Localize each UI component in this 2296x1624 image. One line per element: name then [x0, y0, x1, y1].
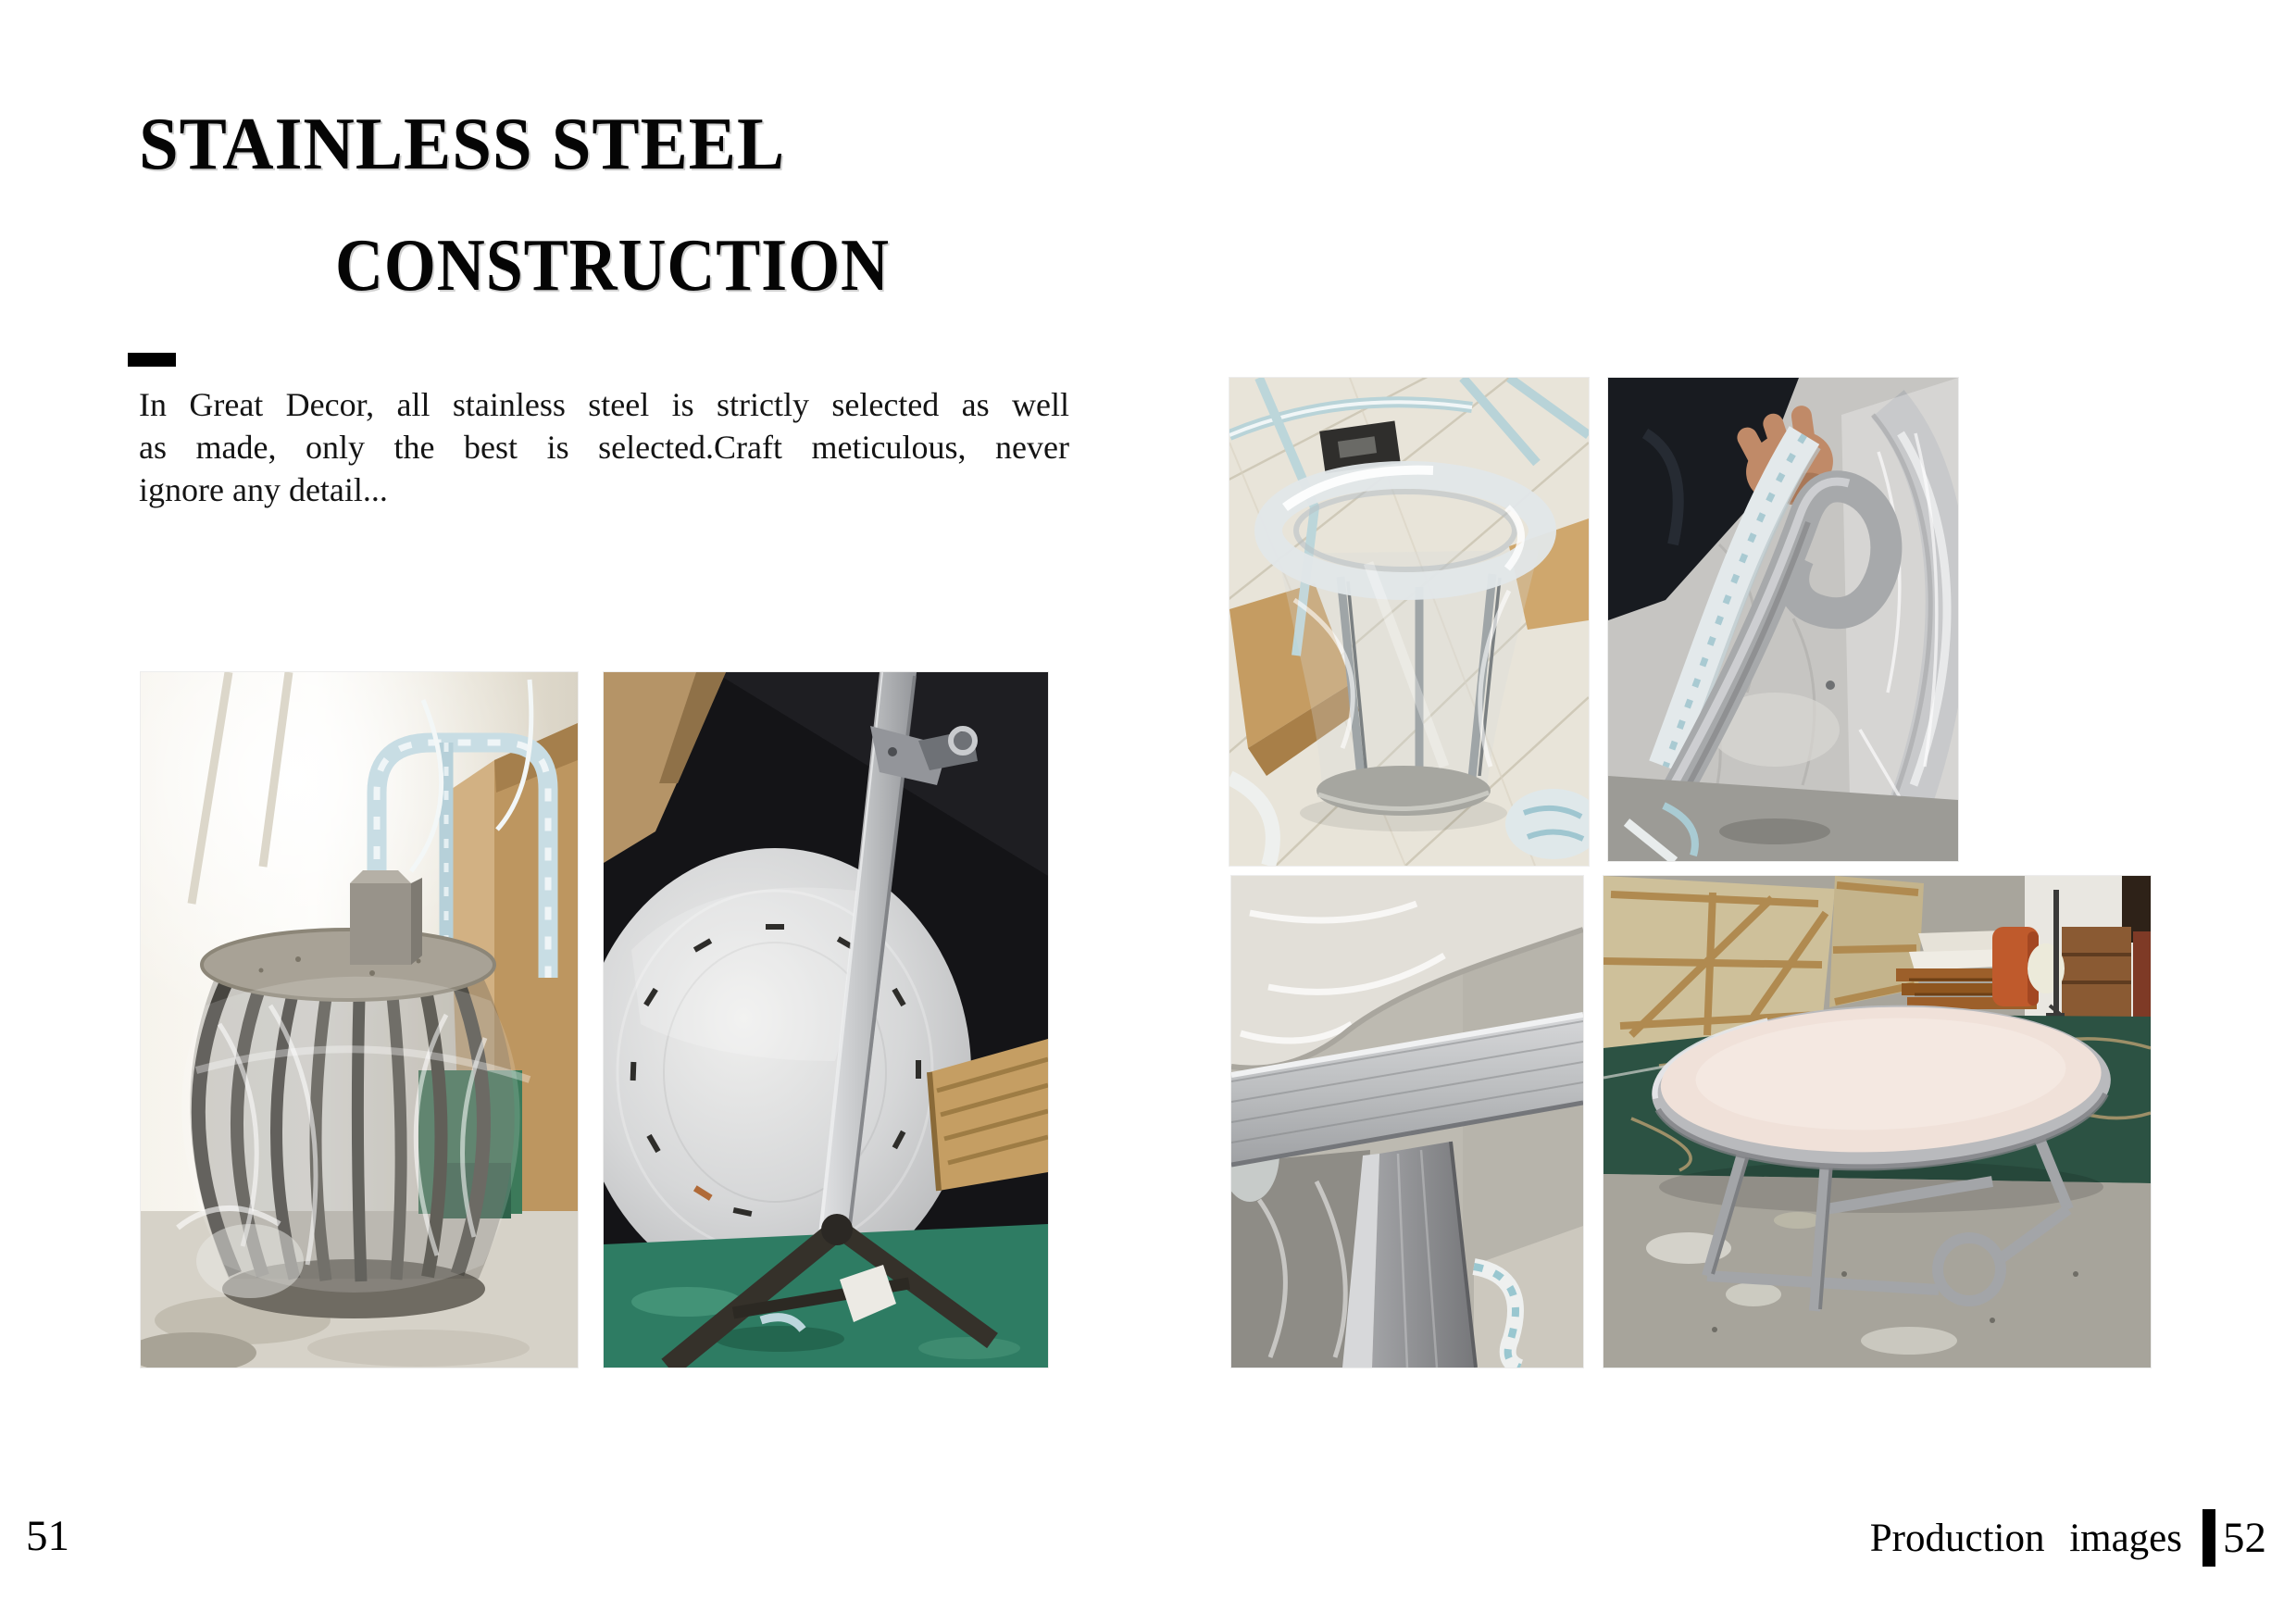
- photo-steel-corner-closeup-image: [1231, 876, 1583, 1368]
- photo-round-steel-disc: [604, 672, 1048, 1368]
- photo-hand-curved-frame-image: [1608, 378, 1958, 861]
- footer-section-label: Production images: [1869, 1516, 2182, 1560]
- photo-oval-table-warehouse-image: [1603, 876, 2151, 1368]
- page-title-line2: CONSTRUCTION: [335, 225, 890, 306]
- page-number-left: 51: [26, 1512, 69, 1560]
- photo-oval-table-warehouse: [1603, 876, 2151, 1368]
- photo-steel-corner-closeup: [1231, 876, 1583, 1368]
- footer-right: [1870, 1509, 2266, 1567]
- photo-wrapped-drum-stool-image: [141, 672, 578, 1368]
- intro-line: In Great Decor, all stainless steel is strictly selected as well: [139, 386, 1069, 423]
- intro-line: ignore any detail...: [139, 471, 388, 508]
- intro-paragraph: [139, 383, 1069, 511]
- page-title-line1: STAINLESS STEEL: [139, 104, 786, 185]
- photo-wrapped-drum-stool: [141, 672, 578, 1368]
- photo-round-steel-disc-image: [604, 672, 1048, 1368]
- photo-hand-curved-frame: [1608, 378, 1958, 861]
- footer-divider-bar: [2202, 1509, 2215, 1567]
- page-number-right: 52: [2223, 1513, 2266, 1562]
- intro-line: as made, only the best is selected.Craft meticulous, never: [139, 429, 1069, 466]
- accent-bar: [128, 353, 176, 367]
- photo-wrapped-cylinder-frame-image: [1229, 378, 1589, 866]
- photo-wrapped-cylinder-frame: [1229, 378, 1589, 866]
